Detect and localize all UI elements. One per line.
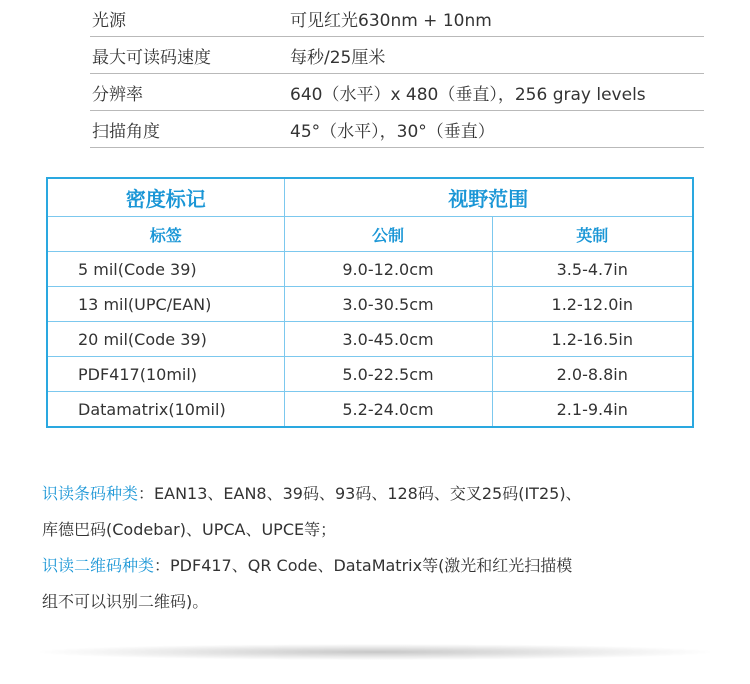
depth-of-field-table: [48, 179, 692, 426]
table-row: [48, 392, 692, 427]
spec-label: 最大可读码速度: [90, 37, 280, 74]
spec-row-resolution: [90, 74, 704, 111]
spec-value: 可见红光630nm + 10nm: [280, 0, 704, 37]
qr-types-line-2: 组不可以识别二维码)。: [42, 592, 209, 611]
row-imperial: 1.2-12.0in: [492, 287, 692, 322]
row-metric: 5.2-24.0cm: [284, 392, 492, 427]
header-density: 密度标记: [48, 179, 284, 217]
table-row: [48, 322, 692, 357]
col-label-header: 标签: [48, 217, 284, 252]
barcode-types-title: 识读条码种类: [42, 484, 139, 503]
table-row: [48, 287, 692, 322]
header-field-of-view: 视野范围: [284, 179, 692, 217]
col-metric-header: 公制: [284, 217, 492, 252]
spec-table: [90, 0, 704, 148]
table-row: [48, 252, 692, 287]
qr-types-text: ：PDF417、QR Code、DataMatrix等(激光和红光扫描模: [154, 556, 573, 575]
barcode-types-line-2: 库德巴码(Codebar)、UPCA、UPCE等；: [42, 520, 337, 539]
spec-value: 45°（水平），30°（垂直）: [280, 111, 704, 148]
row-label: Datamatrix(10mil): [48, 392, 284, 427]
col-imperial-header: 英制: [492, 217, 692, 252]
spec-label: 扫描角度: [90, 111, 280, 148]
bottom-shadow-divider: [40, 644, 710, 660]
spec-row-scan-angle: [90, 111, 704, 148]
barcode-types-line-1: [42, 476, 712, 512]
row-metric: 5.0-22.5cm: [284, 357, 492, 392]
spec-value: 每秒/25厘米: [280, 37, 704, 74]
row-imperial: 3.5-4.7in: [492, 252, 692, 287]
table-row: [48, 357, 692, 392]
row-imperial: 2.1-9.4in: [492, 392, 692, 427]
spec-row-read-speed: [90, 37, 704, 74]
table-subheader-row: [48, 217, 692, 252]
row-label: 13 mil(UPC/EAN): [48, 287, 284, 322]
row-imperial: 2.0-8.8in: [492, 357, 692, 392]
row-metric: 3.0-45.0cm: [284, 322, 492, 357]
row-imperial: 1.2-16.5in: [492, 322, 692, 357]
row-label: 5 mil(Code 39): [48, 252, 284, 287]
row-label: 20 mil(Code 39): [48, 322, 284, 357]
spec-label: 光源: [90, 0, 280, 37]
spec-label: 分辨率: [90, 74, 280, 111]
depth-of-field-table-frame: [46, 177, 694, 428]
supported-codes-notes: [42, 476, 712, 620]
spec-value: 640（水平）x 480（垂直），256 gray levels: [280, 74, 704, 111]
qr-types-title: 识读二维码种类: [42, 556, 155, 575]
row-metric: 9.0-12.0cm: [284, 252, 492, 287]
row-label: PDF417(10mil): [48, 357, 284, 392]
qr-types-line-1: [42, 548, 712, 584]
barcode-types-text: ：EAN13、EAN8、39码、93码、128码、交叉25码(IT25)、: [138, 484, 582, 503]
row-metric: 3.0-30.5cm: [284, 287, 492, 322]
table-header-row: [48, 179, 692, 217]
spec-row-light-source: [90, 0, 704, 37]
